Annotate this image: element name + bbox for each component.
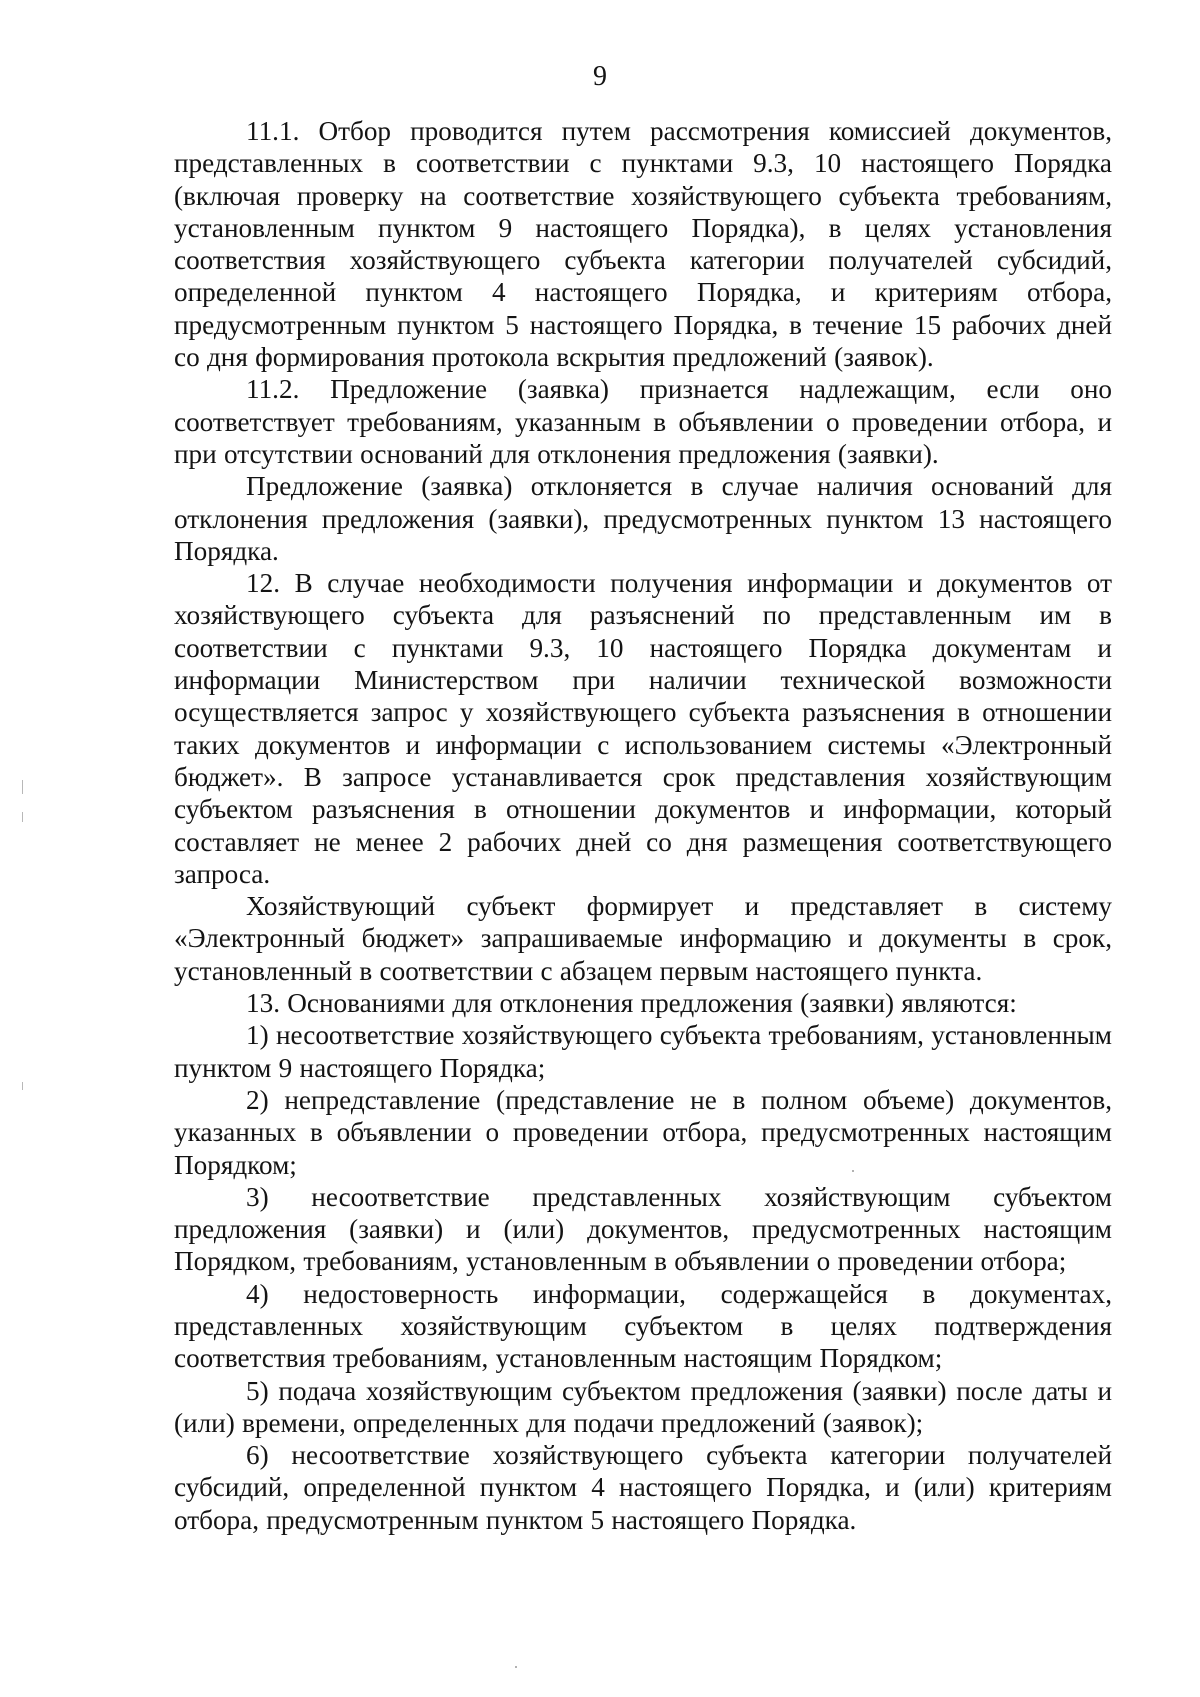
- scan-speck: [852, 1170, 854, 1172]
- list-item-13-4: 4) недостоверность информации, содержащейся в документах, представленных хозяйствующим субъектом в целях подтверждения соответствия требованиям, установленным настоящим Порядком;: [174, 1278, 1112, 1374]
- list-item-13-3: 3) несоответствие представленных хозяйствующим субъектом предложения (заявки) и (или) документов, предусмотренных настоящим Порядком, требованиям, установленным в объявлении о проведении отбора;: [174, 1181, 1112, 1277]
- page-number: 9: [593, 61, 607, 92]
- paragraph-13: 13. Основаниями для отклонения предложения (заявки) являются:: [246, 988, 1017, 1019]
- list-item-13-1: 1) несоответствие хозяйствующего субъекта требованиям, установленным пунктом 9 настоящего Порядка;: [174, 1020, 1112, 1083]
- scan-margin-mark: [22, 1082, 23, 1090]
- scan-speck: [515, 1666, 517, 1668]
- list-item-13-5: 5) подача хозяйствующим субъектом предложения (заявки) после даты и (или) времени, определенных для подачи предложений (заявок);: [174, 1375, 1112, 1438]
- scan-margin-mark: [22, 812, 23, 822]
- paragraph-rejection-note: Предложение (заявка) отклоняется в случае наличия оснований для отклонения предложения (заявки), предусмотренных пунктом 13 настоящего Порядка.: [174, 471, 1112, 566]
- paragraph-11-1: 11.1. Отбор проводится путем рассмотрения комиссией документов, представленных в соответствии с пунктами 9.3, 10 настоящего Порядка (включая проверку на соответствие хозяйствующего субъекта требованиям, установленным пунктом 9 настоящего Порядка), в целях установления соответствия хозяйствующего субъекта категории получателей субсидий, определенной пунктом 4 настоящего Порядка, и критериям отбора, предусмотренным пунктом 5 настоящего Порядка, в течение 15 рабочих дней со дня формирования протокола вскрытия предложений (заявок).: [174, 116, 1112, 373]
- paragraph-11-2: 11.2. Предложение (заявка) признается надлежащим, если оно соответствует требованиям, указанным в объявлении о проведении отбора, и при отсутствии оснований для отклонения предложения (заявки).: [174, 374, 1112, 469]
- scan-margin-mark: [22, 780, 23, 794]
- paragraph-12: 12. В случае необходимости получения информации и документов от хозяйствующего субъекта для разъяснений по представленным им в соответствии с пунктами 9.3, 10 настоящего Порядка документам и информации Министерством при наличии технической возможности осуществляется запрос у хозяйствующего субъекта разъяснения в отношении таких документов и информации с использованием системы «Электронный бюджет». В запросе устанавливается срок представления хозяйствующим субъектом разъяснения в отношении документов и информации, который составляет не менее 2 рабочих дней со дня размещения соответствующего запроса.: [174, 568, 1112, 889]
- list-item-13-6: 6) несоответствие хозяйствующего субъекта категории получателей субсидий, определенной пунктом 4 настоящего Порядка, и (или) критериям отбора, предусмотренным пунктом 5 настоящего Порядка.: [174, 1440, 1112, 1535]
- list-item-13-2: 2) непредставление (представление не в полном объеме) документов, указанных в объявлении о проведении отбора, предусмотренных настоящим Порядком;: [174, 1084, 1112, 1180]
- document-body: [174, 115, 1112, 1536]
- paragraph-12-response: Хозяйствующий субъект формирует и представляет в систему «Электронный бюджет» запрашиваемые информацию и документы в срок, установленный в соответствии с абзацем первым настоящего пункта.: [174, 891, 1112, 986]
